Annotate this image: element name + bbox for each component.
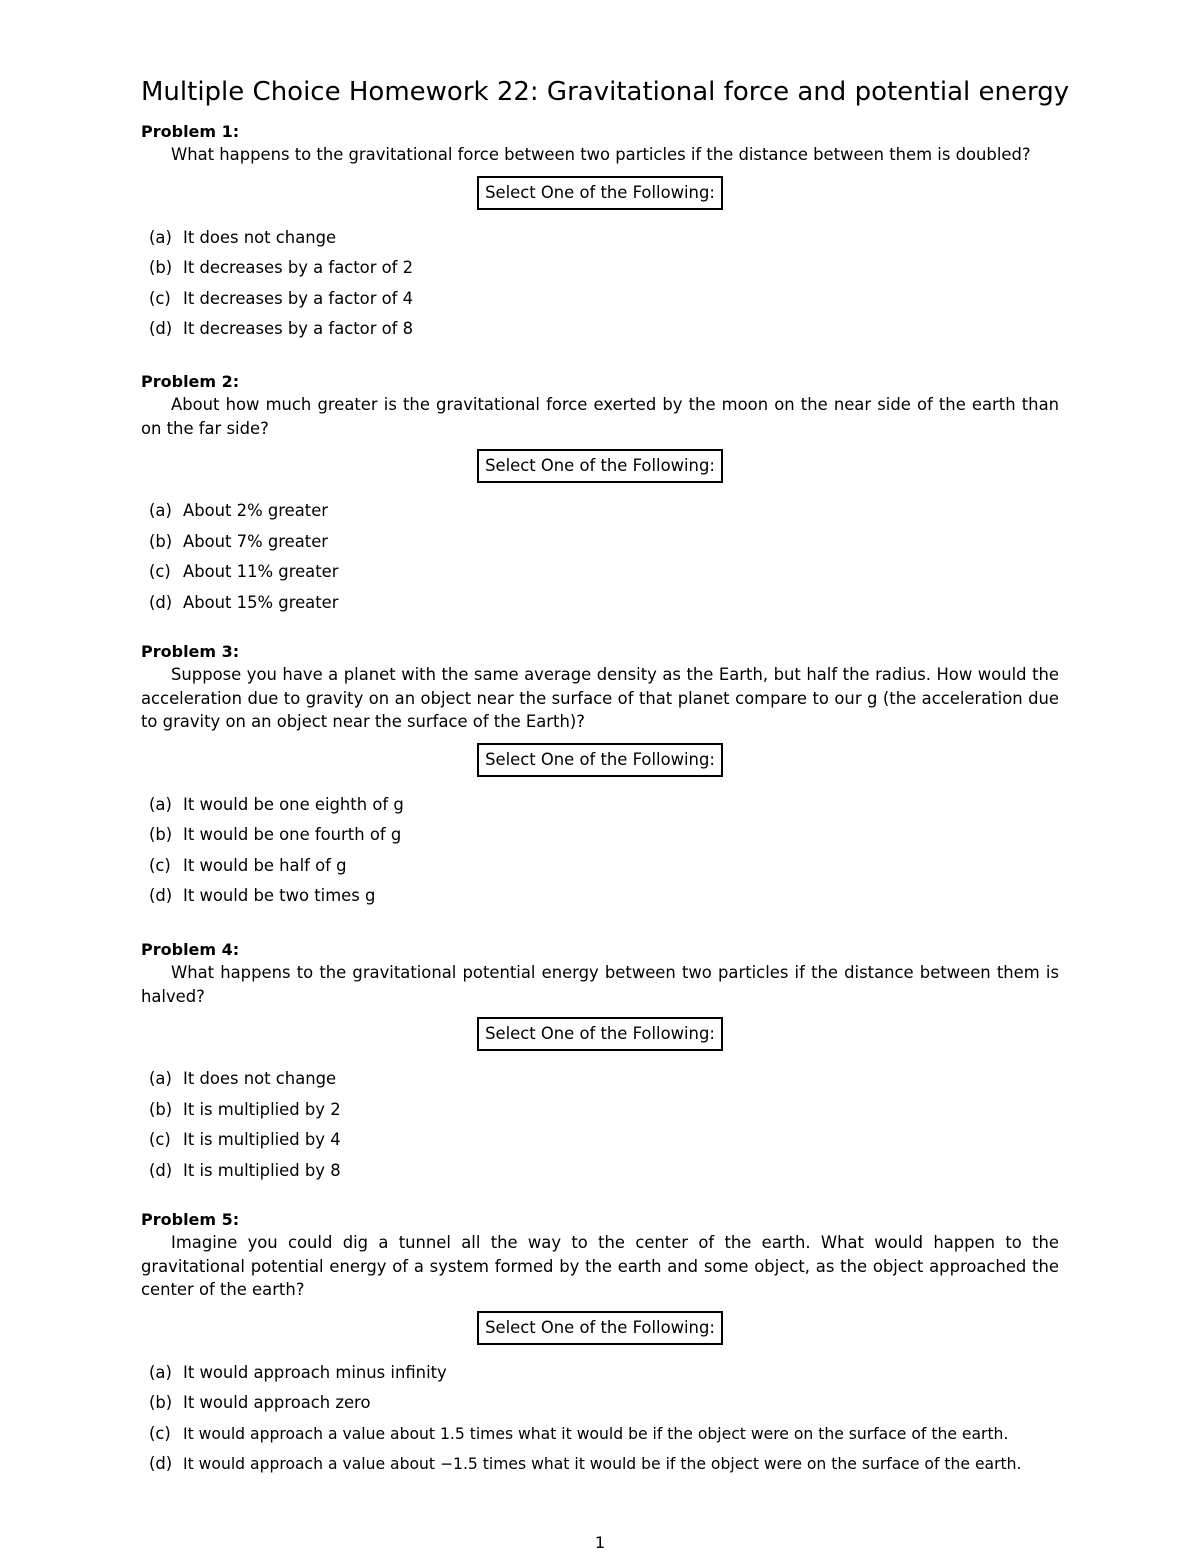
problem-title: Problem 2:	[141, 372, 240, 391]
option-text: It would be one eighth of g	[183, 794, 404, 814]
option-letter: (c)	[149, 1423, 171, 1443]
option-letter: (a)	[149, 227, 172, 247]
problem-title: Problem 5:	[141, 1210, 240, 1229]
option-letter: (d)	[149, 1454, 173, 1473]
problem-text: What happens to the gravitational potential energy between two particles if the distance between them is halved?	[141, 963, 1059, 1006]
problem-1	[141, 121, 1059, 348]
answer-option[interactable]	[141, 591, 1059, 622]
select-one-box: Select One of the Following:	[477, 176, 723, 210]
option-letter: (b)	[149, 1099, 173, 1119]
option-text: It does not change	[183, 227, 337, 247]
option-letter: (c)	[149, 288, 171, 308]
answer-options	[141, 226, 1059, 348]
answer-options	[141, 1361, 1059, 1483]
option-text: It would be two times g	[183, 886, 376, 905]
problem-text: Suppose you have a planet with the same average density as the Earth, but half the radius. How would the acceleration due to gravity on an object near the surface of that planet compare to our g (the acceleration due to gravity on an object near the surface of the Earth)?	[141, 665, 1059, 731]
answer-option[interactable]	[141, 1159, 1059, 1190]
answer-options	[141, 793, 1059, 915]
problem-text: What happens to the gravitational force between two particles if the distance between them is doubled?	[171, 145, 1031, 164]
option-text: About 2% greater	[183, 501, 329, 520]
problem-title: Problem 1:	[141, 122, 240, 141]
problem-text: Imagine you could dig a tunnel all the way to the center of the earth. What would happen to the gravitational potential energy of a system formed by the earth and some object, as the object approached the center of the earth?	[141, 1233, 1059, 1299]
option-text: It is multiplied by 4	[183, 1130, 341, 1149]
answer-option[interactable]	[141, 530, 1059, 561]
option-letter: (a)	[149, 1069, 172, 1088]
answer-option[interactable]	[141, 1067, 1059, 1098]
answer-options	[141, 499, 1059, 621]
answer-option[interactable]	[141, 823, 1059, 854]
option-letter: (d)	[149, 886, 173, 905]
option-text: It would be one fourth of g	[183, 825, 402, 844]
option-letter: (a)	[149, 1362, 172, 1382]
option-text: It would approach zero	[183, 1393, 371, 1412]
problem-3	[141, 641, 1059, 915]
select-one-box: Select One of the Following:	[477, 743, 723, 777]
answer-option[interactable]	[141, 884, 1059, 915]
problem-title: Problem 4:	[141, 940, 240, 959]
answer-option[interactable]	[141, 793, 1059, 824]
select-one-box: Select One of the Following:	[477, 1017, 723, 1051]
option-letter: (a)	[149, 501, 172, 520]
option-text: About 7% greater	[183, 531, 329, 551]
option-text: About 11% greater	[183, 562, 339, 581]
answer-option[interactable]	[141, 1098, 1059, 1129]
option-letter: (d)	[149, 592, 173, 612]
document-title: Multiple Choice Homework 22: Gravitational force and potential energy	[141, 77, 1070, 107]
option-letter: (b)	[149, 258, 173, 277]
option-letter: (d)	[149, 319, 173, 338]
answer-option[interactable]	[141, 1452, 1059, 1483]
answer-option[interactable]	[141, 1361, 1059, 1392]
option-text: It would be half of g	[183, 855, 347, 875]
option-text: It does not change	[183, 1069, 337, 1088]
option-text: About 15% greater	[183, 592, 339, 612]
problem-5	[141, 1209, 1059, 1483]
answer-options	[141, 1067, 1059, 1189]
option-letter: (b)	[149, 531, 173, 551]
option-text: It decreases by a factor of 2	[183, 258, 414, 277]
answer-option[interactable]	[141, 256, 1059, 287]
problem-text: About how much greater is the gravitational force exerted by the moon on the near side of the earth than on the far side?	[141, 395, 1059, 438]
option-text: It is multiplied by 8	[183, 1160, 341, 1180]
answer-option[interactable]	[141, 226, 1059, 257]
option-letter: (c)	[149, 1130, 171, 1149]
document-page	[141, 0, 1070, 1553]
page-number: 1	[594, 1533, 606, 1552]
answer-option[interactable]	[141, 854, 1059, 885]
option-text: It decreases by a factor of 4	[183, 288, 414, 308]
option-text: It decreases by a factor of 8	[183, 319, 414, 338]
option-text: It would approach a value about 1.5 times what it would be if the object were on the surface of the earth.	[183, 1424, 1009, 1443]
answer-option[interactable]	[141, 1128, 1059, 1159]
select-one-box: Select One of the Following:	[477, 1311, 723, 1345]
problem-4	[141, 939, 1059, 1189]
problem-title: Problem 3:	[141, 642, 240, 661]
answer-option[interactable]	[141, 287, 1059, 318]
option-text: It would approach a value about −1.5 times what it would be if the object were on the surface of the earth.	[183, 1455, 1022, 1473]
option-letter: (b)	[149, 1393, 173, 1412]
problem-2	[141, 371, 1059, 621]
option-letter: (b)	[149, 825, 173, 844]
option-letter: (a)	[149, 794, 172, 814]
option-text: It is multiplied by 2	[183, 1099, 341, 1119]
option-letter: (d)	[149, 1160, 173, 1180]
answer-option[interactable]	[141, 317, 1059, 348]
answer-option[interactable]	[141, 499, 1059, 530]
option-letter: (c)	[149, 562, 171, 581]
answer-option[interactable]	[141, 1391, 1059, 1422]
answer-option[interactable]	[141, 1422, 1059, 1453]
option-text: It would approach minus infinity	[183, 1362, 447, 1382]
option-letter: (c)	[149, 855, 171, 875]
answer-option[interactable]	[141, 560, 1059, 591]
select-one-box: Select One of the Following:	[477, 449, 723, 483]
